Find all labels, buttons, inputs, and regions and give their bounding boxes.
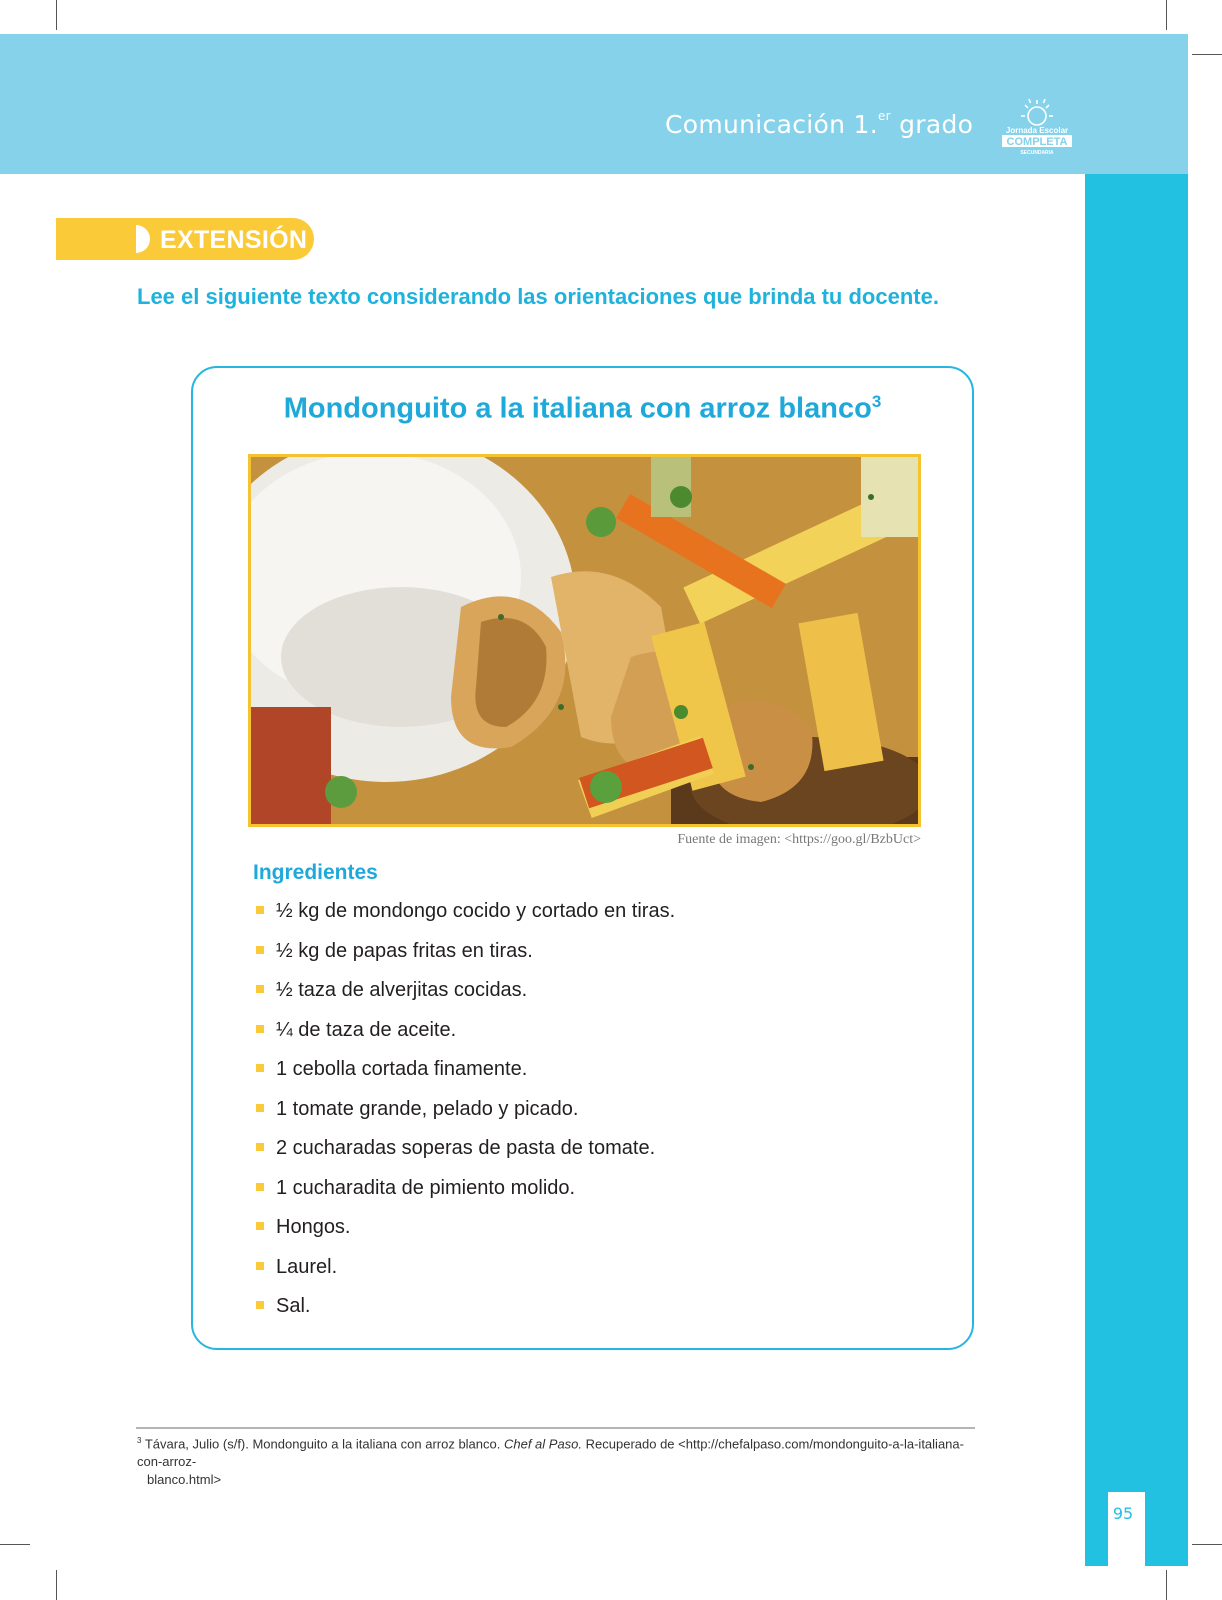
square-bullet-icon xyxy=(256,906,264,914)
footnote-divider xyxy=(136,1427,975,1429)
list-item xyxy=(253,979,675,1019)
section-tag-label: EXTENSIÓN xyxy=(160,226,308,254)
square-bullet-icon xyxy=(256,985,264,993)
subject-text: Comunicación 1. xyxy=(665,110,878,139)
square-bullet-icon xyxy=(256,1143,264,1151)
square-bullet-icon xyxy=(256,1222,264,1230)
square-bullet-icon xyxy=(256,1183,264,1191)
footnote-number: 3 xyxy=(137,1436,142,1445)
ingredient-text: 2 cucharadas soperas de pasta de tomate. xyxy=(276,1137,656,1159)
square-bullet-icon xyxy=(256,1064,264,1072)
footnote xyxy=(137,1432,987,1489)
recipe-photo xyxy=(248,454,921,827)
list-item xyxy=(253,1019,675,1059)
ingredient-text: Laurel. xyxy=(276,1255,338,1278)
footnote-url[interactable]: Recuperado de <http://chefalpaso.com/mondonguito-a-la-italiana-con-arroz- xyxy=(137,1436,964,1470)
grade-superscript: er xyxy=(877,108,891,123)
ingredient-text: ½ kg de papas fritas en tiras. xyxy=(276,939,533,962)
ingredient-text: ½ taza de alverjitas cocidas. xyxy=(276,979,528,1001)
list-item xyxy=(253,1216,675,1256)
footnote-line xyxy=(137,1432,987,1471)
ingredient-text: 1 tomate grande, pelado y picado. xyxy=(276,1097,579,1120)
crop-mark xyxy=(1166,1570,1167,1600)
grade-word: grado xyxy=(899,110,974,139)
square-bullet-icon xyxy=(256,946,264,954)
ingredients-heading: Ingredientes xyxy=(253,861,378,884)
recipe-card xyxy=(191,366,974,1350)
image-source: Fuente de imagen: <https://goo.gl/BzbUct> xyxy=(677,832,921,847)
side-band xyxy=(1085,174,1188,1566)
page-number: 95 xyxy=(1112,1504,1134,1523)
footnote-citation: Távara, Julio (s/f). Mondonguito a la italiana con arroz blanco. xyxy=(144,1436,504,1452)
list-item xyxy=(253,1058,675,1098)
crop-mark xyxy=(1166,0,1167,30)
recipe-title xyxy=(193,392,972,426)
section-tag xyxy=(56,218,314,260)
list-item xyxy=(253,900,675,940)
list-item xyxy=(253,940,675,980)
list-item xyxy=(253,1256,675,1296)
square-bullet-icon xyxy=(256,1104,264,1112)
logo-line2: COMPLETA xyxy=(1006,136,1068,148)
list-item xyxy=(253,1177,675,1217)
ingredient-text: 1 cebolla cortada finamente. xyxy=(276,1058,528,1080)
list-item xyxy=(253,1295,675,1335)
footnote-line[interactable]: blanco.html> xyxy=(147,1472,222,1488)
crop-mark xyxy=(1192,54,1222,55)
footnote-source-title: Chef al Paso. xyxy=(503,1436,583,1452)
ingredient-text: Sal. xyxy=(276,1295,311,1317)
header-subject xyxy=(665,110,973,139)
instruction-text: Lee el siguiente texto considerando las orientaciones que brinda tu docente. xyxy=(137,284,939,309)
ingredient-text: Hongos. xyxy=(276,1216,351,1238)
crop-mark xyxy=(1192,1544,1222,1545)
square-bullet-icon xyxy=(256,1025,264,1033)
ingredient-text: 1 cucharadita de pimiento molido. xyxy=(276,1176,576,1199)
recipe-photo-illustration xyxy=(251,457,918,824)
ingredients-list xyxy=(253,900,675,1335)
ingredient-text: ¼ de taza de aceite. xyxy=(276,1018,457,1041)
square-bullet-icon xyxy=(256,1301,264,1309)
crop-mark xyxy=(0,1544,30,1545)
logo-line1: Jornada Escolar xyxy=(1005,126,1069,135)
recipe-title-text: Mondonguito a la italiana con arroz blanco xyxy=(283,392,872,425)
jornada-escolar-logo xyxy=(996,96,1078,156)
crop-mark xyxy=(56,1570,57,1600)
list-item xyxy=(253,1137,675,1177)
footnote-ref: 3 xyxy=(871,392,882,411)
tag-marker-icon xyxy=(136,225,150,253)
crop-mark xyxy=(56,0,57,30)
logo-line3: SECUNDARIA xyxy=(1020,150,1054,156)
ingredient-text: ½ kg de mondongo cocido y cortado en tiras. xyxy=(276,900,676,922)
list-item xyxy=(253,1098,675,1138)
square-bullet-icon xyxy=(256,1262,264,1270)
